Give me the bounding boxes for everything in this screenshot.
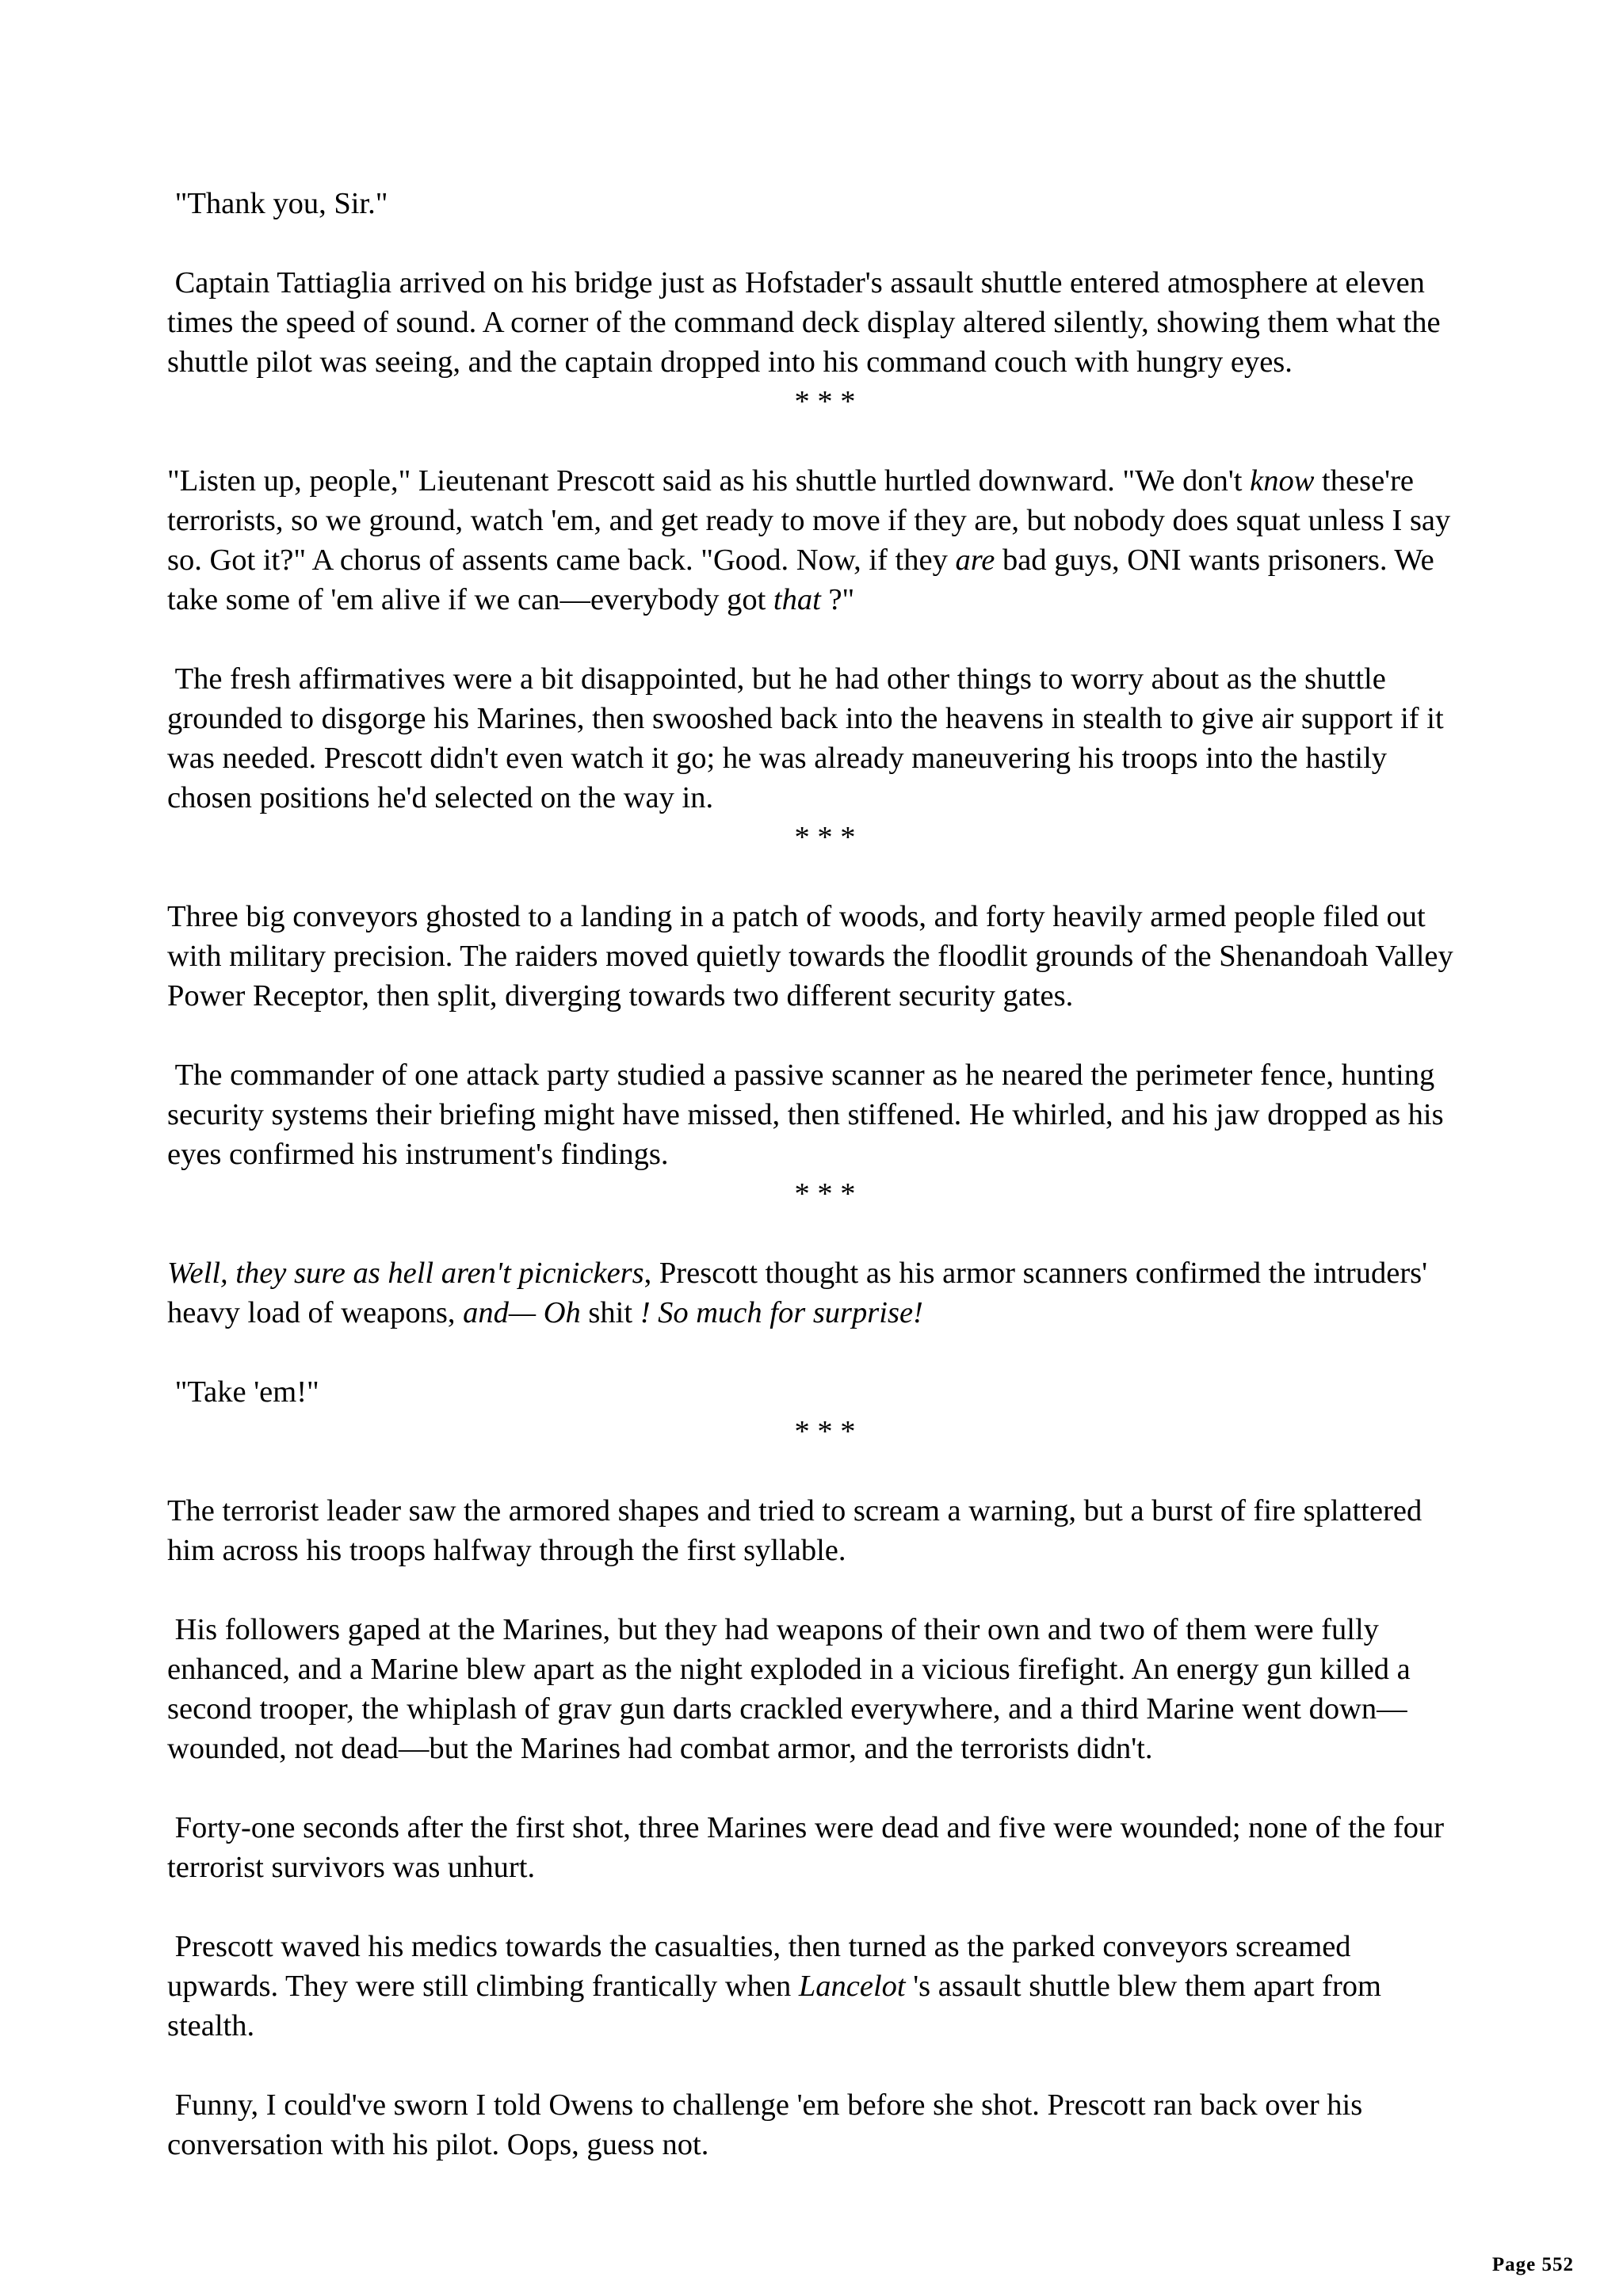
scene-separator: * * * (794, 1415, 856, 1448)
emphasis-text: know (1250, 464, 1315, 498)
paragraph-text: Forty-one seconds after the first shot, three Marines were dead and five were wounded; none of the four terrorist survivors was unhurt. (167, 1811, 1445, 1884)
emphasis-text: ! So much for surprise! (640, 1296, 923, 1329)
page-number: Page 552 (1491, 2254, 1574, 2275)
emphasis-text: Well, they sure as hell aren't picnickers (167, 1257, 644, 1290)
paragraph-text: ?" (820, 583, 855, 616)
paragraph-text: The terrorist leader saw the armored shapes and tried to scream a warning, but a burst of fire splattered him across his troops halfway through the first syllable. (167, 1494, 1423, 1567)
paragraph (167, 659, 1467, 818)
paragraph (167, 2085, 1467, 2164)
paragraph-text: bad guys, ONI wants prisoners. We take some of 'em alive if we can—everybody got (167, 543, 1434, 616)
scene-separator: * * * (794, 821, 856, 854)
paragraph-text: The fresh affirmatives were a bit disappointed, but he had other things to worry about as the shuttle grounded to disgorge his Marines, then swooshed back into the heavens in stealth to give air support if it was needed. Prescott didn't even watch it go; he was already maneuvering his troops into the hastily chosen positions he'd selected on the way in. (167, 662, 1444, 814)
paragraph (167, 1808, 1467, 1887)
paragraph (167, 263, 1467, 382)
paragraph (167, 1253, 1467, 1333)
paragraph-text: "Thank you, Sir." (174, 187, 388, 220)
scene-separator: * * * (794, 1177, 856, 1211)
paragraph-text: these're terrorists, so we ground, watch 'em, and get ready to move if they are, but nobody does squat unless I say so. Got it?" A chorus of assents came back. "Good. Now, if they (167, 464, 1451, 577)
paragraph-text: 's assault shuttle blew them apart from stealth. (167, 1970, 1381, 2042)
paragraph-text: Three big conveyors ghosted to a landing in a patch of woods, and forty heavily armed people filed out with military precision. The raiders moved quietly towards the floodlit grounds of the Shenandoah Valley Power Receptor, then split, diverging towards two different security gates. (167, 900, 1453, 1013)
paragraph-text: Funny, I could've sworn I told Owens to challenge 'em before she shot. Prescott ran back over his conversation with his pilot. Oops, guess not. (167, 2088, 1363, 2161)
emphasis-text: and— Oh (463, 1296, 581, 1329)
paragraph-text: Prescott waved his medics towards the casualties, then turned as the parked conveyors screamed upwards. They were still climbing frantically when (167, 1930, 1351, 2003)
emphasis-text: that (773, 583, 821, 616)
paragraph-text: , Prescott thought as his armor scanners confirmed the intruders' heavy load of weapons, (167, 1257, 1428, 1329)
paragraph (167, 1610, 1467, 1768)
emphasis-text: are (955, 543, 995, 577)
paragraph (167, 1372, 1467, 1412)
paragraph (167, 1055, 1467, 1174)
paragraph-text: The commander of one attack party studied a passive scanner as he neared the perimeter fence, hunting security systems their briefing might have missed, then stiffened. He whirled, and his jaw dropped as his eyes confirmed his instrument's findings. (167, 1058, 1444, 1171)
paragraph (167, 897, 1467, 1016)
paragraph-text: "Listen up, people," Lieutenant Prescott said as his shuttle hurtled downward. "We don't (167, 464, 1251, 498)
body-text (167, 184, 1467, 2164)
paragraph-text: Captain Tattiaglia arrived on his bridge just as Hofstader's assault shuttle entered atmosphere at eleven times the speed of sound. A corner of the command deck display altered silently, showing them what the shuttle pilot was seeing, and the captain dropped into his command couch with hungry eyes. (167, 266, 1441, 379)
paragraph-text: "Take 'em!" (174, 1375, 319, 1409)
paragraph (167, 1927, 1467, 2046)
paragraph (167, 184, 1467, 223)
paragraph (167, 461, 1467, 620)
paragraph-text: shit (580, 1296, 640, 1329)
paragraph-text: His followers gaped at the Marines, but they had weapons of their own and two of them were fully enhanced, and a Marine blew apart as the night exploded in a vicious firefight. An energy gun killed a second trooper, the whiplash of grav gun darts crackled everywhere, and a third Marine went down—wounded, not dead—but the Marines had combat armor, and the terrorists didn't. (167, 1613, 1411, 1765)
paragraph (167, 1491, 1467, 1570)
scene-separator: * * * (794, 385, 856, 418)
emphasis-text: Lancelot (798, 1970, 906, 2003)
